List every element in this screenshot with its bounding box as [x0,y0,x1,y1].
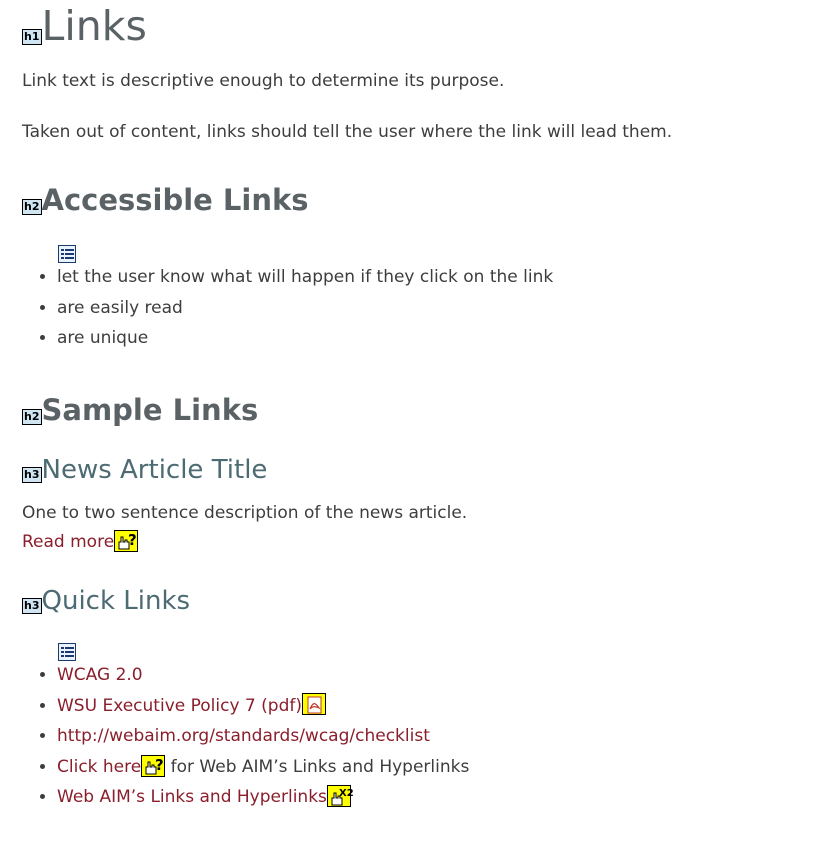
sample-links-title: Sample Links [41,393,259,427]
pdf-icon [302,693,326,715]
wcag-link[interactable]: WCAG 2.0 [57,665,143,685]
intro-paragraph-2: Taken out of content, links should tell the user where the link will lead them. [22,122,673,142]
heading-quick-links [22,586,190,616]
wsu-policy-pdf-link[interactable]: WSU Executive Policy 7 (pdf) [57,695,302,716]
webaim-links-hyperlinks-link[interactable]: Web AIM’s Links and Hyperlinks [57,787,327,807]
heading-sample-links [22,393,258,427]
svg-text:?: ? [128,531,137,549]
quick-links-list [22,660,469,813]
read-more-link[interactable]: Read more [22,532,115,552]
list-item: • are easily read [57,293,553,324]
h3-tag-icon: h3 [24,468,40,481]
quick-links-title: Quick Links [41,586,191,616]
redundant-link-warning-icon [327,785,354,807]
intro-paragraph-1: Link text is descriptive enough to determine its purpose. [22,71,505,91]
list-item [57,660,469,691]
heading-news-article [22,455,267,485]
list-icon [58,245,76,263]
list-item: • are unique [57,323,553,354]
h2-tag-icon: h2 [24,200,40,213]
read-more-line [22,530,138,554]
svg-text:X2: X2 [338,788,354,799]
accessible-links-list [22,262,553,354]
click-here-link[interactable]: Click here [57,756,142,777]
heading-accessible-links [22,183,309,217]
accessible-links-title: Accessible Links [41,183,309,217]
list-item [57,782,469,813]
news-description: One to two sentence description of the news article. [22,503,468,523]
webaim-checklist-link[interactable]: http://webaim.org/standards/wcag/checklist [57,726,430,746]
list-item [57,752,469,783]
h1-tag-icon: h1 [24,30,40,43]
heading-links [22,2,147,50]
ambiguous-link-warning-icon [141,755,165,777]
list-item [57,721,469,752]
list-icon [58,643,76,661]
news-article-title: News Article Title [41,455,268,485]
list-item [57,691,469,722]
svg-text:?: ? [155,755,164,774]
h2-tag-icon: h2 [24,410,40,423]
page-title: Links [41,2,147,50]
click-here-suffix: for Web AIM’s Links and Hyperlinks [165,756,470,777]
ambiguous-link-warning-icon [114,530,138,552]
list-item: • let the user know what will happen if they click on the link [57,262,553,293]
h3-tag-icon: h3 [24,599,40,612]
